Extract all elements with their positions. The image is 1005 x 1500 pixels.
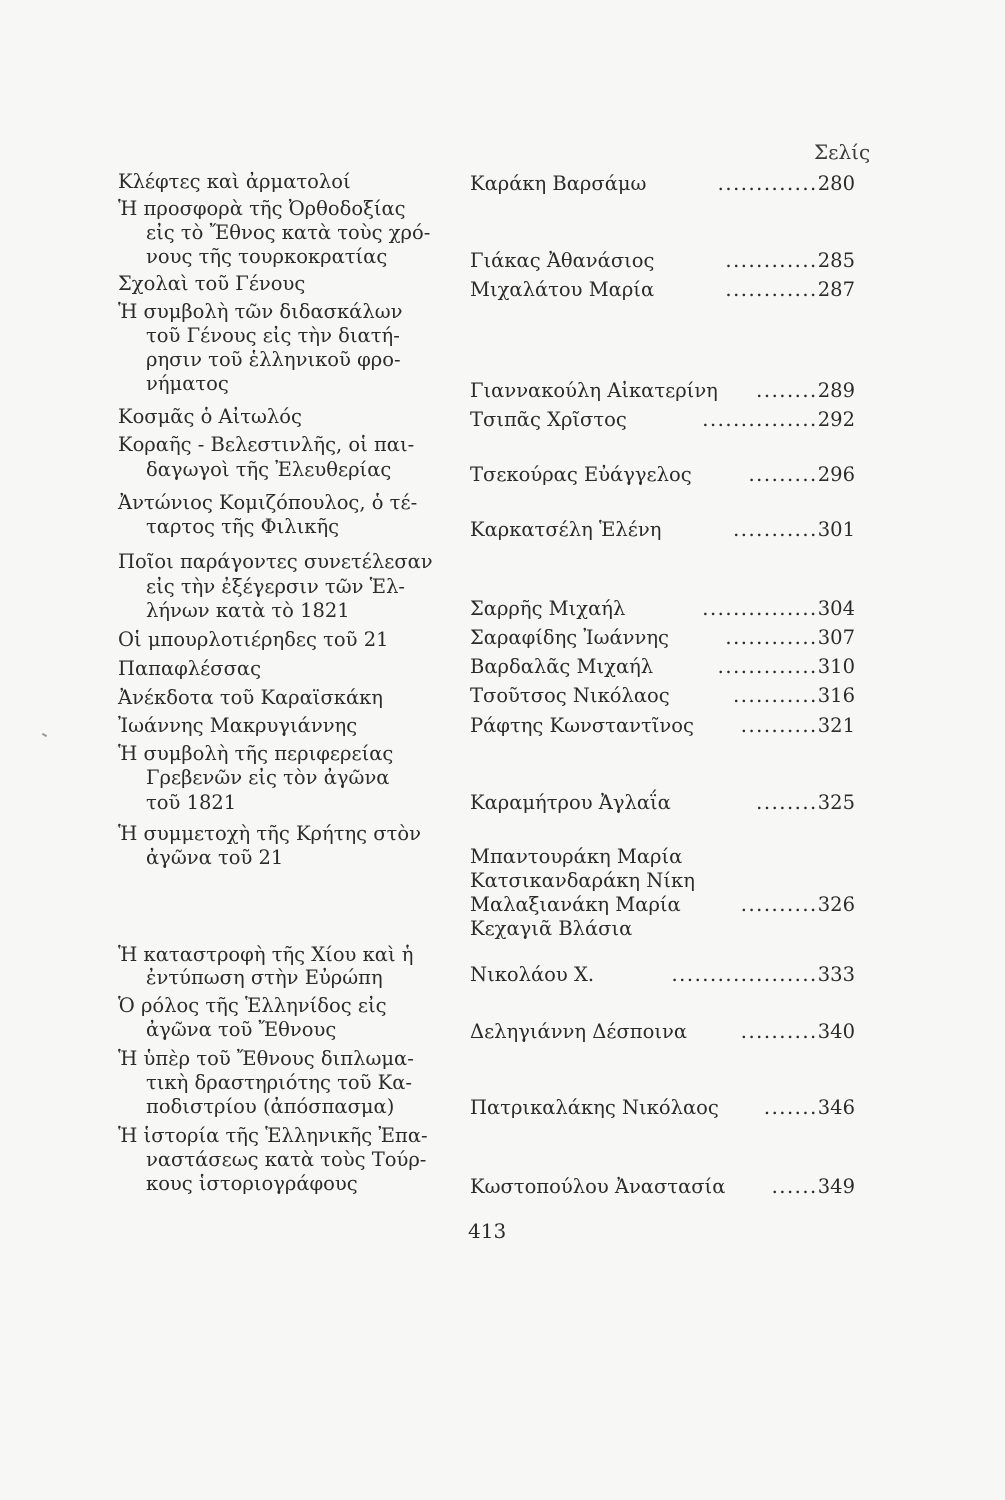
title-entry: Ἡ καταστροφὴ τῆς Χίου καὶ ἡ bbox=[118, 943, 414, 966]
author-name: Βαρδαλᾶς Μιχαήλ bbox=[470, 655, 654, 678]
title-entry-continuation: δαγωγοὶ τῆς Ἐλευθερίας bbox=[146, 458, 392, 481]
author-name: Μιχαλάτου Μαρία bbox=[470, 278, 655, 301]
title-entry: Ἰωάννης Μακρυγιάννης bbox=[118, 714, 358, 737]
title-entry-continuation: τοῦ 1821 bbox=[146, 791, 237, 814]
title-entry: Κοραῆς - Βελεστινλῆς, οἱ παι- bbox=[118, 433, 415, 456]
title-entry: Ἡ συμμετοχὴ τῆς Κρήτης στὸν bbox=[118, 822, 421, 845]
title-entry: Ἡ ἱστορία τῆς Ἑλληνικῆς Ἐπα- bbox=[118, 1124, 428, 1147]
author-name: Σαραφίδης Ἰωάννης bbox=[470, 626, 669, 649]
dot-leader: ............... bbox=[702, 597, 818, 620]
author-name: Κεχαγιᾶ Βλάσια bbox=[470, 917, 633, 940]
page-reference bbox=[671, 963, 855, 987]
author-name: Τσεκούρας Εὐάγγελος bbox=[470, 463, 692, 486]
page-reference-number: 349 bbox=[817, 1175, 855, 1198]
title-entry-continuation: νήματος bbox=[146, 372, 229, 395]
dot-leader: ................... bbox=[671, 963, 818, 986]
title-entry: Ὁ ρόλος τῆς Ἑλληνίδος εἰς bbox=[118, 994, 387, 1017]
author-name: Γιάκας Ἀθανάσιος bbox=[470, 249, 655, 272]
author-name: Τσιπᾶς Χρῖστος bbox=[470, 408, 627, 431]
page-reference bbox=[718, 655, 855, 679]
page-reference-number: 333 bbox=[817, 963, 855, 986]
title-entry: Σχολαὶ τοῦ Γένους bbox=[118, 272, 306, 295]
dot-leader: ........... bbox=[733, 518, 818, 541]
title-entry-continuation: ἐντύπωση στὴν Εὐρώπη bbox=[146, 966, 383, 989]
page-reference bbox=[741, 714, 855, 738]
dot-leader: ............ bbox=[725, 278, 818, 301]
author-name: Δεληγιάννη Δέσποινα bbox=[470, 1020, 688, 1043]
title-entry-continuation: νους τῆς τουρκοκρατίας bbox=[146, 245, 388, 268]
dot-leader: ............... bbox=[702, 408, 818, 431]
title-entry-continuation: ποδιστρίου (ἀπόσπασμα) bbox=[146, 1095, 395, 1118]
dot-leader: .......... bbox=[740, 893, 818, 916]
title-entry: Ποῖοι παράγοντες συνετέλεσαν bbox=[118, 550, 433, 573]
dot-leader: ............. bbox=[717, 655, 818, 678]
paper-speck bbox=[42, 733, 47, 737]
author-name: Κωστοπούλου Ἀναστασία bbox=[470, 1175, 726, 1198]
page-number: 413 bbox=[468, 1219, 507, 1243]
page-reference bbox=[741, 1020, 855, 1044]
dot-leader: ............ bbox=[725, 249, 818, 272]
page-reference bbox=[725, 626, 855, 650]
page-reference bbox=[748, 463, 855, 487]
author-name: Ράφτης Κωνσταντῖνος bbox=[470, 714, 694, 737]
page-reference bbox=[702, 408, 855, 432]
page-reference bbox=[718, 172, 855, 196]
page-reference bbox=[725, 249, 855, 273]
title-entry: Ἀντώνιος Κομιζόπουλος, ὁ τέ- bbox=[118, 491, 418, 514]
author-name: Νικολάου Χ. bbox=[470, 963, 595, 986]
author-name: Καράκη Βαρσάμω bbox=[470, 172, 647, 195]
author-name: Καρκατσέλη Ἑλένη bbox=[470, 518, 662, 541]
author-name: Μαλαξιανάκη Μαρία bbox=[470, 893, 681, 916]
page-reference-number: 316 bbox=[817, 684, 855, 707]
dot-leader: ........... bbox=[733, 684, 818, 707]
author-name: Πατρικαλάκης Νικόλαος bbox=[470, 1096, 719, 1119]
page-reference-number: 296 bbox=[817, 463, 855, 486]
title-entry-continuation: ἀγῶνα τοῦ Ἔθνους bbox=[146, 1018, 337, 1041]
page-reference-number: 326 bbox=[817, 893, 855, 916]
title-entry-continuation: τικὴ δραστηριότης τοῦ Κα- bbox=[146, 1071, 413, 1094]
title-entry-continuation: λήνων κατὰ τὸ 1821 bbox=[146, 599, 350, 622]
page-reference-number: 310 bbox=[817, 655, 855, 678]
author-name: Σαρρῆς Μιχαήλ bbox=[470, 597, 626, 620]
title-entry-continuation: τοῦ Γένους εἰς τὴν διατή- bbox=[146, 324, 400, 347]
page-reference bbox=[756, 791, 855, 815]
title-entry: Κλέφτες καὶ ἀρματολοί bbox=[118, 170, 351, 193]
title-entry: Ἡ συμβολὴ τῶν διδασκάλων bbox=[118, 300, 403, 323]
title-entry: Οἱ μπουρλοτιέρηδες τοῦ 21 bbox=[118, 628, 389, 651]
title-entry-continuation: ρησιν τοῦ ἑλληνικοῦ φρο- bbox=[146, 348, 401, 371]
title-entry-continuation: κους ἱστοριογράφους bbox=[146, 1172, 358, 1195]
title-entry: Ἡ ὑπὲρ τοῦ Ἔθνους διπλωμα- bbox=[118, 1047, 414, 1070]
author-name: Μπαντουράκη Μαρία bbox=[470, 845, 683, 868]
page-reference bbox=[756, 379, 855, 403]
page-reference-number: 287 bbox=[817, 278, 855, 301]
dot-leader: ...... bbox=[771, 1175, 818, 1198]
page-reference-number: 346 bbox=[817, 1096, 855, 1119]
page-reference bbox=[772, 1175, 855, 1199]
dot-leader: ......... bbox=[748, 463, 818, 486]
title-entry-continuation: εἰς τὴν ἐξέγερσιν τῶν Ἑλ- bbox=[146, 575, 406, 598]
page-reference bbox=[764, 1096, 855, 1120]
title-entry: Ἡ προσφορὰ τῆς Ὀρθοδοξίας bbox=[118, 197, 406, 220]
dot-leader: ........ bbox=[756, 791, 818, 814]
title-entry-continuation: ναστάσεως κατὰ τοὺς Τούρ- bbox=[146, 1148, 427, 1171]
dot-leader: ............. bbox=[717, 172, 818, 195]
dot-leader: .......... bbox=[740, 1020, 818, 1043]
page-reference-number: 325 bbox=[817, 791, 855, 814]
page-reference-number: 280 bbox=[817, 172, 855, 195]
title-entry-continuation: ἀγῶνα τοῦ 21 bbox=[146, 846, 284, 869]
title-entry: Παπαφλέσσας bbox=[118, 657, 261, 680]
page-reference bbox=[702, 597, 855, 621]
page-reference bbox=[733, 684, 855, 708]
title-entry: Ἀνέκδοτα τοῦ Καραϊσκάκη bbox=[118, 686, 383, 709]
page-column-header: Σελίς bbox=[814, 140, 871, 164]
page-reference-number: 307 bbox=[817, 626, 855, 649]
page-reference bbox=[741, 893, 855, 917]
page-reference-number: 289 bbox=[817, 379, 855, 402]
title-entry-continuation: ταρτος τῆς Φιλικῆς bbox=[146, 515, 340, 538]
page-reference bbox=[725, 278, 855, 302]
author-name: Καραμήτρου Ἀγλαΐα bbox=[470, 791, 671, 814]
author-name: Κατσικανδαράκη Νίκη bbox=[470, 869, 695, 892]
page-reference-number: 340 bbox=[817, 1020, 855, 1043]
title-entry-continuation: εἰς τὸ Ἔθνος κατὰ τοὺς χρό- bbox=[146, 221, 431, 244]
page-reference-number: 321 bbox=[817, 714, 855, 737]
dot-leader: ........ bbox=[756, 379, 818, 402]
dot-leader: ............ bbox=[725, 626, 818, 649]
page-reference bbox=[733, 518, 855, 542]
author-name: Τσοῦτσος Νικόλαος bbox=[470, 684, 670, 707]
title-entry: Κοσμᾶς ὁ Αἰτωλός bbox=[118, 405, 302, 428]
dot-leader: ....... bbox=[763, 1096, 818, 1119]
page-reference-number: 292 bbox=[817, 408, 855, 431]
title-entry: Ἡ συμβολὴ τῆς περιφερείας bbox=[118, 742, 394, 765]
page-reference-number: 301 bbox=[817, 518, 855, 541]
page-reference-number: 304 bbox=[817, 597, 855, 620]
author-name: Γιαννακούλη Αἰκατερίνη bbox=[470, 379, 718, 402]
title-entry-continuation: Γρεβενῶν εἰς τὸν ἀγῶνα bbox=[146, 766, 390, 789]
page-reference-number: 285 bbox=[817, 249, 855, 272]
dot-leader: .......... bbox=[740, 714, 818, 737]
